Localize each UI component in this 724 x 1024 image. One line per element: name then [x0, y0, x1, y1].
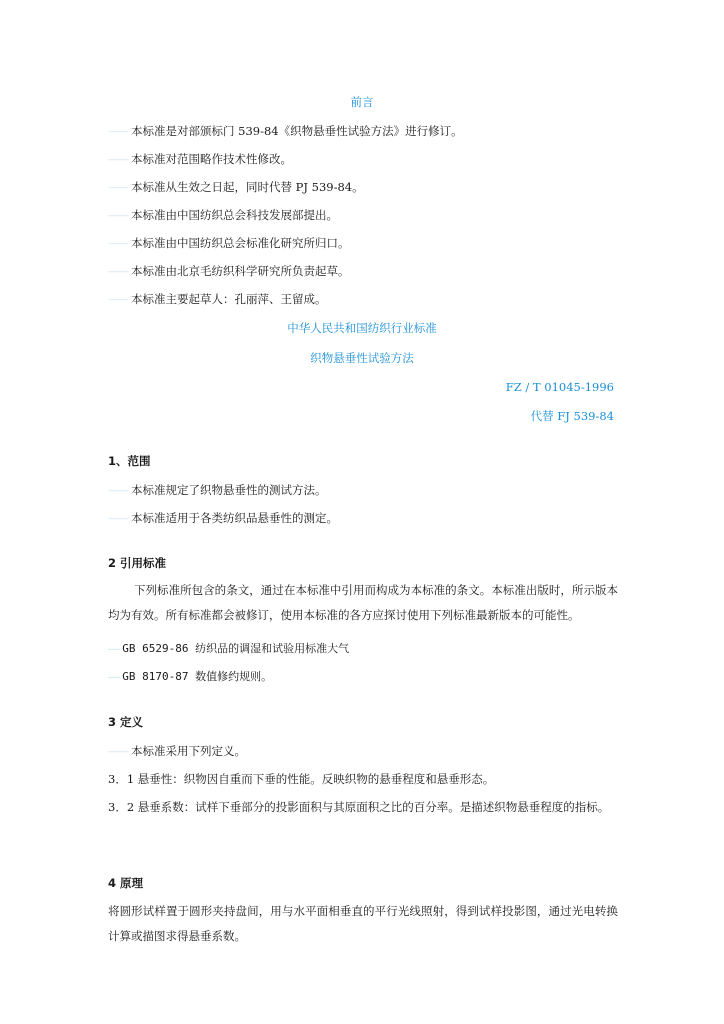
foreword-item: [108, 291, 618, 308]
foreword-item-text: 本标准是对部颁标门 539-84《织物悬垂性试验方法》进行修订。: [131, 124, 463, 138]
foreword-item: [108, 151, 618, 168]
foreword-item: [108, 235, 618, 252]
dash-mark: ——: [108, 512, 128, 525]
foreword-item: [108, 123, 618, 140]
section-heading: 2 引用标准: [108, 556, 167, 570]
foreword-title: 前言: [350, 95, 374, 109]
reference-item: [108, 669, 618, 685]
dash-mark: ——: [108, 670, 120, 683]
foreword-item: [108, 207, 618, 224]
standard-code: FZ / T 01045-1996: [505, 380, 614, 394]
section-item-text: 本标准规定了织物悬垂性的测试方法。: [131, 483, 327, 497]
foreword-item-text: 本标准主要起草人：孔丽萍、王留成。: [131, 292, 327, 306]
section-item: [108, 482, 618, 499]
dash-mark: ——: [108, 153, 128, 166]
definition-item: 3．2 悬垂系数：试样下垂部分的投影面积与其原面积之比的百分率。是描述织物悬垂程度的指标。: [108, 800, 610, 814]
standard-org: 中华人民共和国纺织行业标准: [287, 321, 437, 335]
section-item-text: 本标准采用下列定义。: [131, 744, 246, 758]
reference-item-text: GB 6529-86 纺织品的调湿和试验用标准大气: [122, 642, 350, 655]
section-item: [108, 510, 618, 527]
section-item: [108, 743, 618, 760]
dash-mark: ——: [108, 293, 128, 306]
dash-mark: ——: [108, 125, 128, 138]
section-paragraph: 下列标准所包含的条文，通过在本标准中引用而构成为本标准的条文。本标准出版时，所示版本均为有效。所有标准都会被修订，使用本标准的各方应探讨使用下列标准最新版本的可能性。: [108, 583, 618, 622]
standard-replaces: 代替 FJ 539-84: [530, 409, 614, 423]
dash-mark: ——: [108, 209, 128, 222]
standard-title: 织物悬垂性试验方法: [310, 351, 414, 365]
foreword-item-text: 本标准对范围略作技术性修改。: [131, 152, 292, 166]
foreword-item: [108, 179, 618, 196]
dash-mark: ——: [108, 745, 128, 758]
section-heading: 3 定义: [108, 715, 144, 729]
foreword-item: [108, 263, 618, 280]
foreword-item-text: 本标准由中国纺织总会标准化研究所归口。: [131, 236, 350, 250]
section-item-text: 本标准适用于各类纺织品悬垂性的测定。: [131, 511, 338, 525]
dash-mark: ——: [108, 181, 128, 194]
section-paragraph: 将圆形试样置于圆形夹持盘间，用与水平面相垂直的平行光线照射，得到试样投影图，通过光电转换计算或描图求得悬垂系数。: [108, 904, 618, 943]
foreword-item-text: 本标准由北京毛纺织科学研究所负责起草。: [131, 264, 350, 278]
dash-mark: ——: [108, 484, 128, 497]
foreword-item-text: 本标准由中国纺织总会科技发展部提出。: [131, 208, 338, 222]
definition-item: 3．1 悬垂性：织物因自重而下垂的性能。反映织物的悬垂程度和悬垂形态。: [108, 772, 495, 786]
reference-item-text: GB 8170-87 数值修约规则。: [122, 670, 273, 683]
dash-mark: ——: [108, 265, 128, 278]
dash-mark: ——: [108, 642, 120, 655]
section-heading: 1、范围: [108, 454, 151, 468]
reference-item: [108, 641, 618, 657]
section-heading: 4 原理: [108, 876, 144, 890]
dash-mark: ——: [108, 237, 128, 250]
foreword-item-text: 本标准从生效之日起，同时代替 PJ 539-84。: [131, 180, 364, 194]
